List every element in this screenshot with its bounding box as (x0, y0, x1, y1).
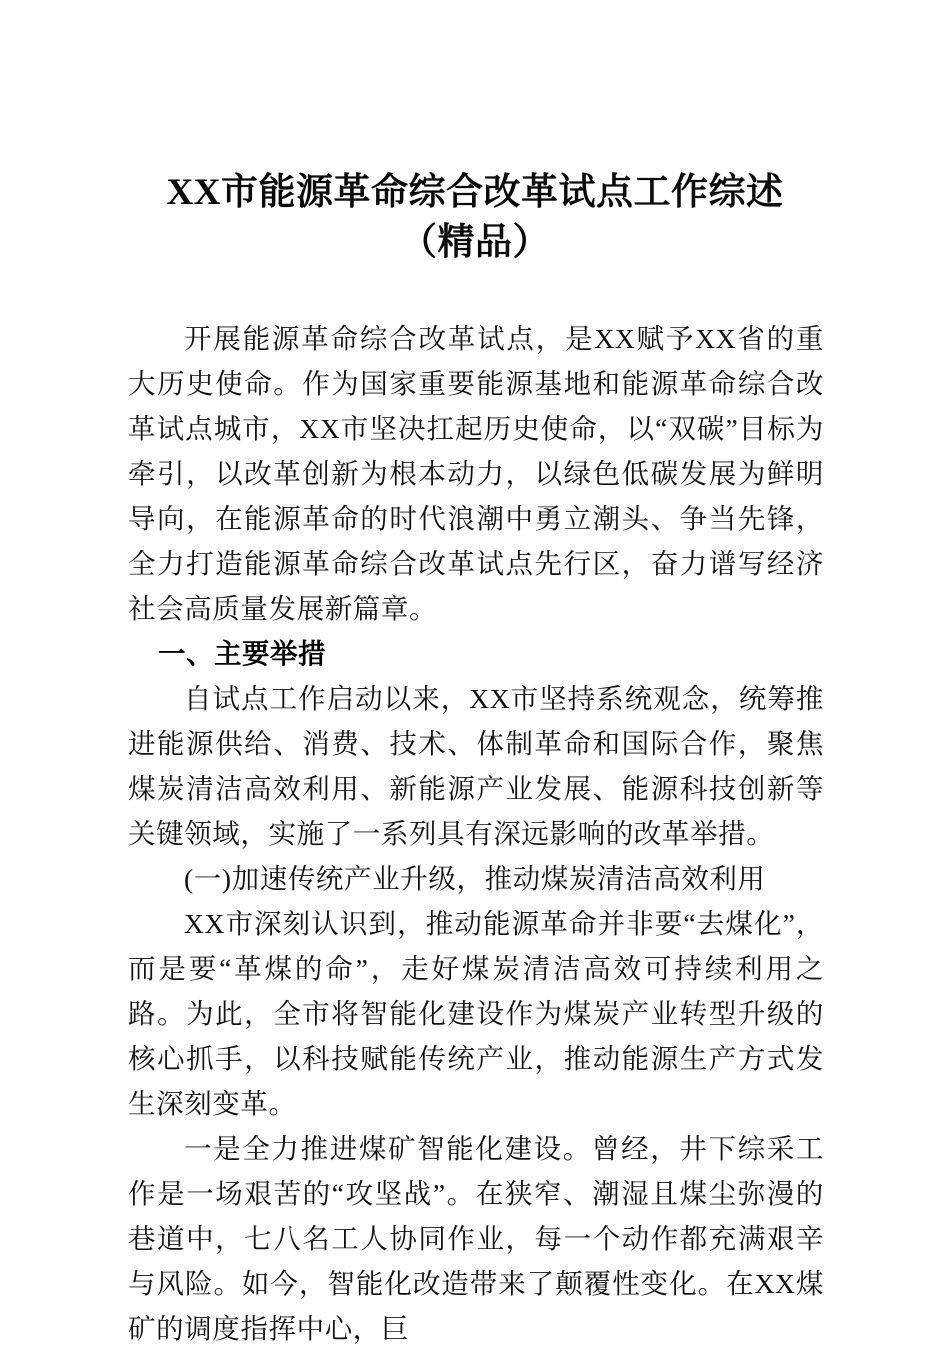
document-body (128, 316, 824, 1351)
document-title-line-1: XX市能源革命综合改革试点工作综述 (166, 172, 784, 213)
subsection-heading-coal-upgrade: (一)加速传统产业升级，推动煤炭清洁高效利用 (184, 863, 766, 894)
document-title (128, 168, 822, 268)
section-heading-main-measures: 一、主要举措 (158, 638, 326, 669)
paragraph-introduction: 开展能源革命综合改革试点，是XX赋予XX省的重大历史使命。作为国家重要能源基地和能源革命综合改革试点城市，XX市坚决扛起历史使命，以“双碳”目标为牵引，以改革创新为根本动力，以绿色低碳发展为鲜明导向，在能源革命的时代浪潮中勇立潮头、争当先锋，全力打造能源革命综合改革试点先行区，奋力谱写经济社会高质量发展新篇章。 (128, 323, 824, 624)
paragraph-coal-clean-use: XX市深刻认识到，推动能源革命并非要“去煤化”，而是要“革煤的命”，走好煤炭清洁高效可持续利用之路。为此，全市将智能化建设作为煤炭产业转型升级的核心抓手，以科技赋能传统产业，推动能源生产方式发生深刻变革。 (128, 908, 824, 1119)
paragraph-mine-intelligence: 一是全力推进煤矿智能化建设。曾经，井下综采工作是一场艰苦的“攻坚战”。在狭窄、潮湿且煤尘弥漫的巷道中，七八名工人协同作业，每一个动作都充满艰辛与风险。如今，智能化改造带来了颠覆性变化。在XX煤矿的调度指挥中心，巨 (128, 1133, 824, 1344)
document-title-line-2: （精品） (400, 222, 550, 263)
paragraph-measures-overview: 自试点工作启动以来，XX市坚持系统观念，统筹推进能源供给、消费、技术、体制革命和国际合作，聚焦煤炭清洁高效利用、新能源产业发展、能源科技创新等关键领域，实施了一系列具有深远影响的改革举措。 (128, 683, 824, 849)
